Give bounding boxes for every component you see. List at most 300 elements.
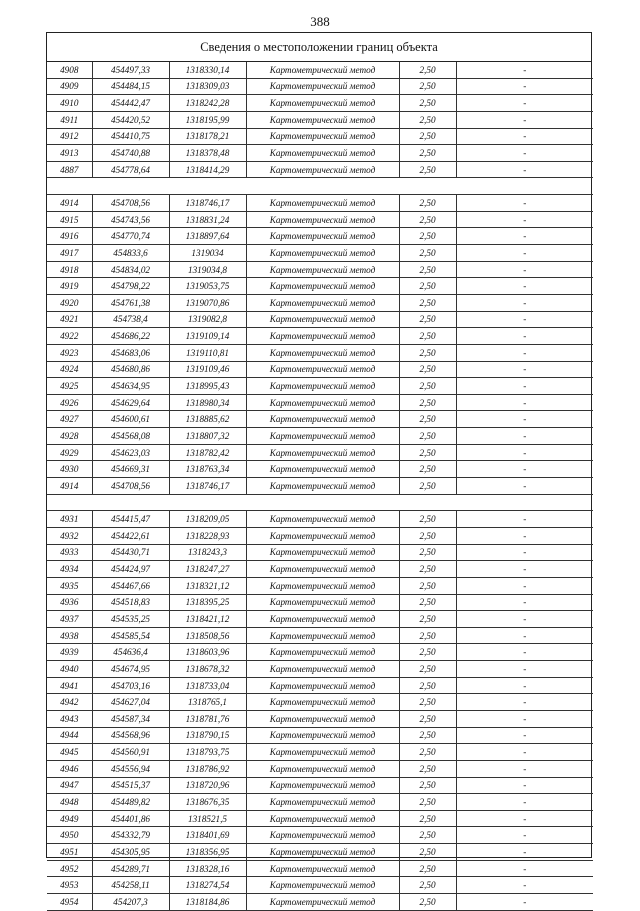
description-cell: - xyxy=(456,760,593,777)
coordinates-table-body xyxy=(47,62,593,910)
point-number-cell: 4910 xyxy=(47,95,92,112)
description-cell: - xyxy=(456,644,593,661)
x-coordinate-cell: 454207,3 xyxy=(92,894,169,911)
method-cell: Картометрический метод xyxy=(246,228,399,245)
table-row xyxy=(47,278,593,295)
y-coordinate-cell: 1318356,95 xyxy=(169,844,246,861)
group-separator-row xyxy=(47,178,593,195)
point-number-cell: 4921 xyxy=(47,311,92,328)
x-coordinate-cell: 454833,6 xyxy=(92,245,169,262)
table-row xyxy=(47,810,593,827)
point-number-cell: 4935 xyxy=(47,577,92,594)
point-number-cell: 4951 xyxy=(47,844,92,861)
description-cell: - xyxy=(456,561,593,578)
accuracy-cell: 2,50 xyxy=(399,627,456,644)
y-coordinate-cell: 1318790,15 xyxy=(169,727,246,744)
method-cell: Картометрический метод xyxy=(246,544,399,561)
x-coordinate-cell: 454708,56 xyxy=(92,195,169,212)
accuracy-cell: 2,50 xyxy=(399,294,456,311)
description-cell: - xyxy=(456,661,593,678)
accuracy-cell: 2,50 xyxy=(399,78,456,95)
table-row xyxy=(47,111,593,128)
y-coordinate-cell: 1319034,8 xyxy=(169,261,246,278)
accuracy-cell: 2,50 xyxy=(399,644,456,661)
method-cell: Картометрический метод xyxy=(246,677,399,694)
description-cell: - xyxy=(456,328,593,345)
x-coordinate-cell: 454422,61 xyxy=(92,527,169,544)
accuracy-cell: 2,50 xyxy=(399,594,456,611)
description-cell: - xyxy=(456,478,593,495)
accuracy-cell: 2,50 xyxy=(399,877,456,894)
description-cell: - xyxy=(456,744,593,761)
point-number-cell: 4926 xyxy=(47,394,92,411)
point-number-cell: 4915 xyxy=(47,211,92,228)
y-coordinate-cell: 1318330,14 xyxy=(169,62,246,78)
x-coordinate-cell: 454332,79 xyxy=(92,827,169,844)
point-number-cell: 4936 xyxy=(47,594,92,611)
point-number-cell: 4952 xyxy=(47,860,92,877)
x-coordinate-cell: 454627,04 xyxy=(92,694,169,711)
description-cell: - xyxy=(456,195,593,212)
accuracy-cell: 2,50 xyxy=(399,461,456,478)
x-coordinate-cell: 454834,02 xyxy=(92,261,169,278)
table-row xyxy=(47,777,593,794)
table-row xyxy=(47,261,593,278)
table-row xyxy=(47,245,593,262)
method-cell: Картометрический метод xyxy=(246,261,399,278)
description-cell: - xyxy=(456,611,593,628)
description-cell: - xyxy=(456,694,593,711)
method-cell: Картометрический метод xyxy=(246,394,399,411)
x-coordinate-cell: 454587,34 xyxy=(92,710,169,727)
accuracy-cell: 2,50 xyxy=(399,511,456,528)
point-number-cell: 4947 xyxy=(47,777,92,794)
y-coordinate-cell: 1318209,05 xyxy=(169,511,246,528)
method-cell: Картометрический метод xyxy=(246,311,399,328)
x-coordinate-cell: 454703,16 xyxy=(92,677,169,694)
accuracy-cell: 2,50 xyxy=(399,311,456,328)
method-cell: Картометрический метод xyxy=(246,744,399,761)
description-cell: - xyxy=(456,394,593,411)
point-number-cell: 4914 xyxy=(47,195,92,212)
method-cell: Картометрический метод xyxy=(246,794,399,811)
description-cell: - xyxy=(456,511,593,528)
accuracy-cell: 2,50 xyxy=(399,810,456,827)
description-cell: - xyxy=(456,627,593,644)
accuracy-cell: 2,50 xyxy=(399,611,456,628)
point-number-cell: 4937 xyxy=(47,611,92,628)
description-cell: - xyxy=(456,710,593,727)
point-number-cell: 4919 xyxy=(47,278,92,295)
point-number-cell: 4946 xyxy=(47,760,92,777)
y-coordinate-cell: 1318995,43 xyxy=(169,378,246,395)
method-cell: Картометрический метод xyxy=(246,278,399,295)
x-coordinate-cell: 454442,47 xyxy=(92,95,169,112)
method-cell: Картометрический метод xyxy=(246,161,399,178)
description-cell: - xyxy=(456,577,593,594)
accuracy-cell: 2,50 xyxy=(399,245,456,262)
x-coordinate-cell: 454778,64 xyxy=(92,161,169,178)
method-cell: Картометрический метод xyxy=(246,894,399,911)
y-coordinate-cell: 1319070,86 xyxy=(169,294,246,311)
method-cell: Картометрический метод xyxy=(246,361,399,378)
method-cell: Картометрический метод xyxy=(246,577,399,594)
table-row xyxy=(47,428,593,445)
x-coordinate-cell: 454556,94 xyxy=(92,760,169,777)
table-row xyxy=(47,694,593,711)
point-number-cell: 4945 xyxy=(47,744,92,761)
accuracy-cell: 2,50 xyxy=(399,577,456,594)
method-cell: Картометрический метод xyxy=(246,411,399,428)
table-row xyxy=(47,710,593,727)
point-number-cell: 4944 xyxy=(47,727,92,744)
description-cell: - xyxy=(456,894,593,911)
y-coordinate-cell: 1318309,03 xyxy=(169,78,246,95)
point-number-cell: 4929 xyxy=(47,444,92,461)
y-coordinate-cell: 1318782,42 xyxy=(169,444,246,461)
accuracy-cell: 2,50 xyxy=(399,478,456,495)
table-row xyxy=(47,760,593,777)
accuracy-cell: 2,50 xyxy=(399,161,456,178)
x-coordinate-cell: 454629,64 xyxy=(92,394,169,411)
method-cell: Картометрический метод xyxy=(246,95,399,112)
description-cell: - xyxy=(456,727,593,744)
method-cell: Картометрический метод xyxy=(246,245,399,262)
method-cell: Картометрический метод xyxy=(246,661,399,678)
method-cell: Картометрический метод xyxy=(246,727,399,744)
y-coordinate-cell: 1318521,5 xyxy=(169,810,246,827)
table-row xyxy=(47,145,593,162)
x-coordinate-cell: 454415,47 xyxy=(92,511,169,528)
accuracy-cell: 2,50 xyxy=(399,794,456,811)
table-row xyxy=(47,361,593,378)
x-coordinate-cell: 454430,71 xyxy=(92,544,169,561)
x-coordinate-cell: 454424,97 xyxy=(92,561,169,578)
accuracy-cell: 2,50 xyxy=(399,827,456,844)
accuracy-cell: 2,50 xyxy=(399,694,456,711)
group-separator-row xyxy=(47,494,593,511)
method-cell: Картометрический метод xyxy=(246,328,399,345)
table-row xyxy=(47,544,593,561)
y-coordinate-cell: 1318897,64 xyxy=(169,228,246,245)
table-row xyxy=(47,344,593,361)
y-coordinate-cell: 1318508,56 xyxy=(169,627,246,644)
table-row xyxy=(47,727,593,744)
accuracy-cell: 2,50 xyxy=(399,278,456,295)
y-coordinate-cell: 1318676,35 xyxy=(169,794,246,811)
method-cell: Картометрический метод xyxy=(246,478,399,495)
description-cell: - xyxy=(456,461,593,478)
method-cell: Картометрический метод xyxy=(246,860,399,877)
description-cell: - xyxy=(456,62,593,78)
y-coordinate-cell: 1318980,34 xyxy=(169,394,246,411)
point-number-cell: 4949 xyxy=(47,810,92,827)
y-coordinate-cell: 1318395,25 xyxy=(169,594,246,611)
method-cell: Картометрический метод xyxy=(246,195,399,212)
separator-cell xyxy=(47,178,593,195)
accuracy-cell: 2,50 xyxy=(399,411,456,428)
point-number-cell: 4917 xyxy=(47,245,92,262)
table-row xyxy=(47,561,593,578)
x-coordinate-cell: 454738,4 xyxy=(92,311,169,328)
accuracy-cell: 2,50 xyxy=(399,145,456,162)
accuracy-cell: 2,50 xyxy=(399,444,456,461)
point-number-cell: 4950 xyxy=(47,827,92,844)
x-coordinate-cell: 454568,08 xyxy=(92,428,169,445)
table-row xyxy=(47,744,593,761)
method-cell: Картометрический метод xyxy=(246,111,399,128)
description-cell: - xyxy=(456,78,593,95)
table-row xyxy=(47,95,593,112)
method-cell: Картометрический метод xyxy=(246,611,399,628)
point-number-cell: 4943 xyxy=(47,710,92,727)
y-coordinate-cell: 1318765,1 xyxy=(169,694,246,711)
method-cell: Картометрический метод xyxy=(246,627,399,644)
accuracy-cell: 2,50 xyxy=(399,777,456,794)
table-row xyxy=(47,611,593,628)
accuracy-cell: 2,50 xyxy=(399,261,456,278)
x-coordinate-cell: 454669,31 xyxy=(92,461,169,478)
x-coordinate-cell: 454708,56 xyxy=(92,478,169,495)
y-coordinate-cell: 1318421,12 xyxy=(169,611,246,628)
table-row xyxy=(47,211,593,228)
x-coordinate-cell: 454535,25 xyxy=(92,611,169,628)
accuracy-cell: 2,50 xyxy=(399,62,456,78)
table-row xyxy=(47,661,593,678)
method-cell: Картометрический метод xyxy=(246,78,399,95)
method-cell: Картометрический метод xyxy=(246,561,399,578)
accuracy-cell: 2,50 xyxy=(399,328,456,345)
x-coordinate-cell: 454680,86 xyxy=(92,361,169,378)
x-coordinate-cell: 454798,22 xyxy=(92,278,169,295)
description-cell: - xyxy=(456,794,593,811)
point-number-cell: 4941 xyxy=(47,677,92,694)
description-cell: - xyxy=(456,877,593,894)
method-cell: Картометрический метод xyxy=(246,511,399,528)
x-coordinate-cell: 454289,71 xyxy=(92,860,169,877)
y-coordinate-cell: 1318733,04 xyxy=(169,677,246,694)
accuracy-cell: 2,50 xyxy=(399,394,456,411)
x-coordinate-cell: 454258,11 xyxy=(92,877,169,894)
description-cell: - xyxy=(456,344,593,361)
x-coordinate-cell: 454674,95 xyxy=(92,661,169,678)
coordinates-table xyxy=(47,62,593,911)
point-number-cell: 4933 xyxy=(47,544,92,561)
method-cell: Картометрический метод xyxy=(246,211,399,228)
table-row xyxy=(47,378,593,395)
x-coordinate-cell: 454686,22 xyxy=(92,328,169,345)
method-cell: Картометрический метод xyxy=(246,428,399,445)
accuracy-cell: 2,50 xyxy=(399,211,456,228)
point-number-cell: 4920 xyxy=(47,294,92,311)
point-number-cell: 4914 xyxy=(47,478,92,495)
table-row xyxy=(47,394,593,411)
separator-cell xyxy=(47,494,593,511)
y-coordinate-cell: 1318378,48 xyxy=(169,145,246,162)
x-coordinate-cell: 454623,03 xyxy=(92,444,169,461)
x-coordinate-cell: 454420,52 xyxy=(92,111,169,128)
description-cell: - xyxy=(456,361,593,378)
method-cell: Картометрический метод xyxy=(246,844,399,861)
method-cell: Картометрический метод xyxy=(246,344,399,361)
table-row xyxy=(47,677,593,694)
description-cell: - xyxy=(456,810,593,827)
description-cell: - xyxy=(456,444,593,461)
accuracy-cell: 2,50 xyxy=(399,428,456,445)
point-number-cell: 4942 xyxy=(47,694,92,711)
accuracy-cell: 2,50 xyxy=(399,860,456,877)
x-coordinate-cell: 454518,83 xyxy=(92,594,169,611)
point-number-cell: 4924 xyxy=(47,361,92,378)
y-coordinate-cell: 1318786,92 xyxy=(169,760,246,777)
y-coordinate-cell: 1318746,17 xyxy=(169,478,246,495)
point-number-cell: 4908 xyxy=(47,62,92,78)
point-number-cell: 4923 xyxy=(47,344,92,361)
point-number-cell: 4934 xyxy=(47,561,92,578)
accuracy-cell: 2,50 xyxy=(399,128,456,145)
y-coordinate-cell: 1318247,27 xyxy=(169,561,246,578)
point-number-cell: 4922 xyxy=(47,328,92,345)
x-coordinate-cell: 454560,91 xyxy=(92,744,169,761)
x-coordinate-cell: 454497,33 xyxy=(92,62,169,78)
method-cell: Картометрический метод xyxy=(246,594,399,611)
point-number-cell: 4938 xyxy=(47,627,92,644)
accuracy-cell: 2,50 xyxy=(399,561,456,578)
x-coordinate-cell: 454410,75 xyxy=(92,128,169,145)
description-cell: - xyxy=(456,245,593,262)
x-coordinate-cell: 454484,15 xyxy=(92,78,169,95)
point-number-cell: 4953 xyxy=(47,877,92,894)
point-number-cell: 4932 xyxy=(47,527,92,544)
point-number-cell: 4918 xyxy=(47,261,92,278)
y-coordinate-cell: 1318184,86 xyxy=(169,894,246,911)
method-cell: Картометрический метод xyxy=(246,810,399,827)
table-row xyxy=(47,894,593,911)
y-coordinate-cell: 1319110,81 xyxy=(169,344,246,361)
y-coordinate-cell: 1318242,28 xyxy=(169,95,246,112)
description-cell: - xyxy=(456,378,593,395)
x-coordinate-cell: 454636,4 xyxy=(92,644,169,661)
y-coordinate-cell: 1318793,75 xyxy=(169,744,246,761)
method-cell: Картометрический метод xyxy=(246,444,399,461)
y-coordinate-cell: 1318603,96 xyxy=(169,644,246,661)
y-coordinate-cell: 1318678,32 xyxy=(169,661,246,678)
point-number-cell: 4912 xyxy=(47,128,92,145)
table-row xyxy=(47,860,593,877)
x-coordinate-cell: 454467,66 xyxy=(92,577,169,594)
x-coordinate-cell: 454305,95 xyxy=(92,844,169,861)
description-cell: - xyxy=(456,544,593,561)
table-row xyxy=(47,594,593,611)
table-row xyxy=(47,794,593,811)
description-cell: - xyxy=(456,161,593,178)
accuracy-cell: 2,50 xyxy=(399,661,456,678)
description-cell: - xyxy=(456,211,593,228)
x-coordinate-cell: 454600,61 xyxy=(92,411,169,428)
table-row xyxy=(47,161,593,178)
accuracy-cell: 2,50 xyxy=(399,111,456,128)
y-coordinate-cell: 1318401,69 xyxy=(169,827,246,844)
accuracy-cell: 2,50 xyxy=(399,727,456,744)
description-cell: - xyxy=(456,411,593,428)
table-row xyxy=(47,444,593,461)
method-cell: Картометрический метод xyxy=(246,62,399,78)
accuracy-cell: 2,50 xyxy=(399,527,456,544)
accuracy-cell: 2,50 xyxy=(399,378,456,395)
x-coordinate-cell: 454585,54 xyxy=(92,627,169,644)
x-coordinate-cell: 454568,96 xyxy=(92,727,169,744)
y-coordinate-cell: 1318195,99 xyxy=(169,111,246,128)
x-coordinate-cell: 454743,56 xyxy=(92,211,169,228)
table-row xyxy=(47,627,593,644)
y-coordinate-cell: 1318807,32 xyxy=(169,428,246,445)
point-number-cell: 4954 xyxy=(47,894,92,911)
accuracy-cell: 2,50 xyxy=(399,894,456,911)
method-cell: Картометрический метод xyxy=(246,145,399,162)
y-coordinate-cell: 1318720,96 xyxy=(169,777,246,794)
y-coordinate-cell: 1318228,93 xyxy=(169,527,246,544)
description-cell: - xyxy=(456,294,593,311)
accuracy-cell: 2,50 xyxy=(399,228,456,245)
y-coordinate-cell: 1318763,34 xyxy=(169,461,246,478)
table-row xyxy=(47,877,593,894)
method-cell: Картометрический метод xyxy=(246,294,399,311)
accuracy-cell: 2,50 xyxy=(399,344,456,361)
point-number-cell: 4940 xyxy=(47,661,92,678)
method-cell: Картометрический метод xyxy=(246,877,399,894)
method-cell: Картометрический метод xyxy=(246,710,399,727)
accuracy-cell: 2,50 xyxy=(399,95,456,112)
x-coordinate-cell: 454683,06 xyxy=(92,344,169,361)
table-row xyxy=(47,228,593,245)
description-cell: - xyxy=(456,777,593,794)
point-number-cell: 4928 xyxy=(47,428,92,445)
method-cell: Картометрический метод xyxy=(246,694,399,711)
point-number-cell: 4930 xyxy=(47,461,92,478)
point-number-cell: 4909 xyxy=(47,78,92,95)
x-coordinate-cell: 454401,86 xyxy=(92,810,169,827)
table-row xyxy=(47,478,593,495)
y-coordinate-cell: 1318746,17 xyxy=(169,195,246,212)
accuracy-cell: 2,50 xyxy=(399,677,456,694)
point-number-cell: 4916 xyxy=(47,228,92,245)
y-coordinate-cell: 1319053,75 xyxy=(169,278,246,295)
description-cell: - xyxy=(456,311,593,328)
table-row xyxy=(47,527,593,544)
point-number-cell: 4927 xyxy=(47,411,92,428)
y-coordinate-cell: 1318178,21 xyxy=(169,128,246,145)
table-row xyxy=(47,128,593,145)
description-cell: - xyxy=(456,95,593,112)
table-row xyxy=(47,62,593,78)
description-cell: - xyxy=(456,844,593,861)
x-coordinate-cell: 454489,82 xyxy=(92,794,169,811)
point-number-cell: 4887 xyxy=(47,161,92,178)
table-row xyxy=(47,411,593,428)
y-coordinate-cell: 1318414,29 xyxy=(169,161,246,178)
table-row xyxy=(47,78,593,95)
description-cell: - xyxy=(456,677,593,694)
page-number: 388 xyxy=(310,14,330,29)
description-cell: - xyxy=(456,428,593,445)
method-cell: Картометрический метод xyxy=(246,527,399,544)
accuracy-cell: 2,50 xyxy=(399,195,456,212)
x-coordinate-cell: 454761,38 xyxy=(92,294,169,311)
point-number-cell: 4931 xyxy=(47,511,92,528)
description-cell: - xyxy=(456,860,593,877)
y-coordinate-cell: 1318243,3 xyxy=(169,544,246,561)
y-coordinate-cell: 1318781,76 xyxy=(169,710,246,727)
